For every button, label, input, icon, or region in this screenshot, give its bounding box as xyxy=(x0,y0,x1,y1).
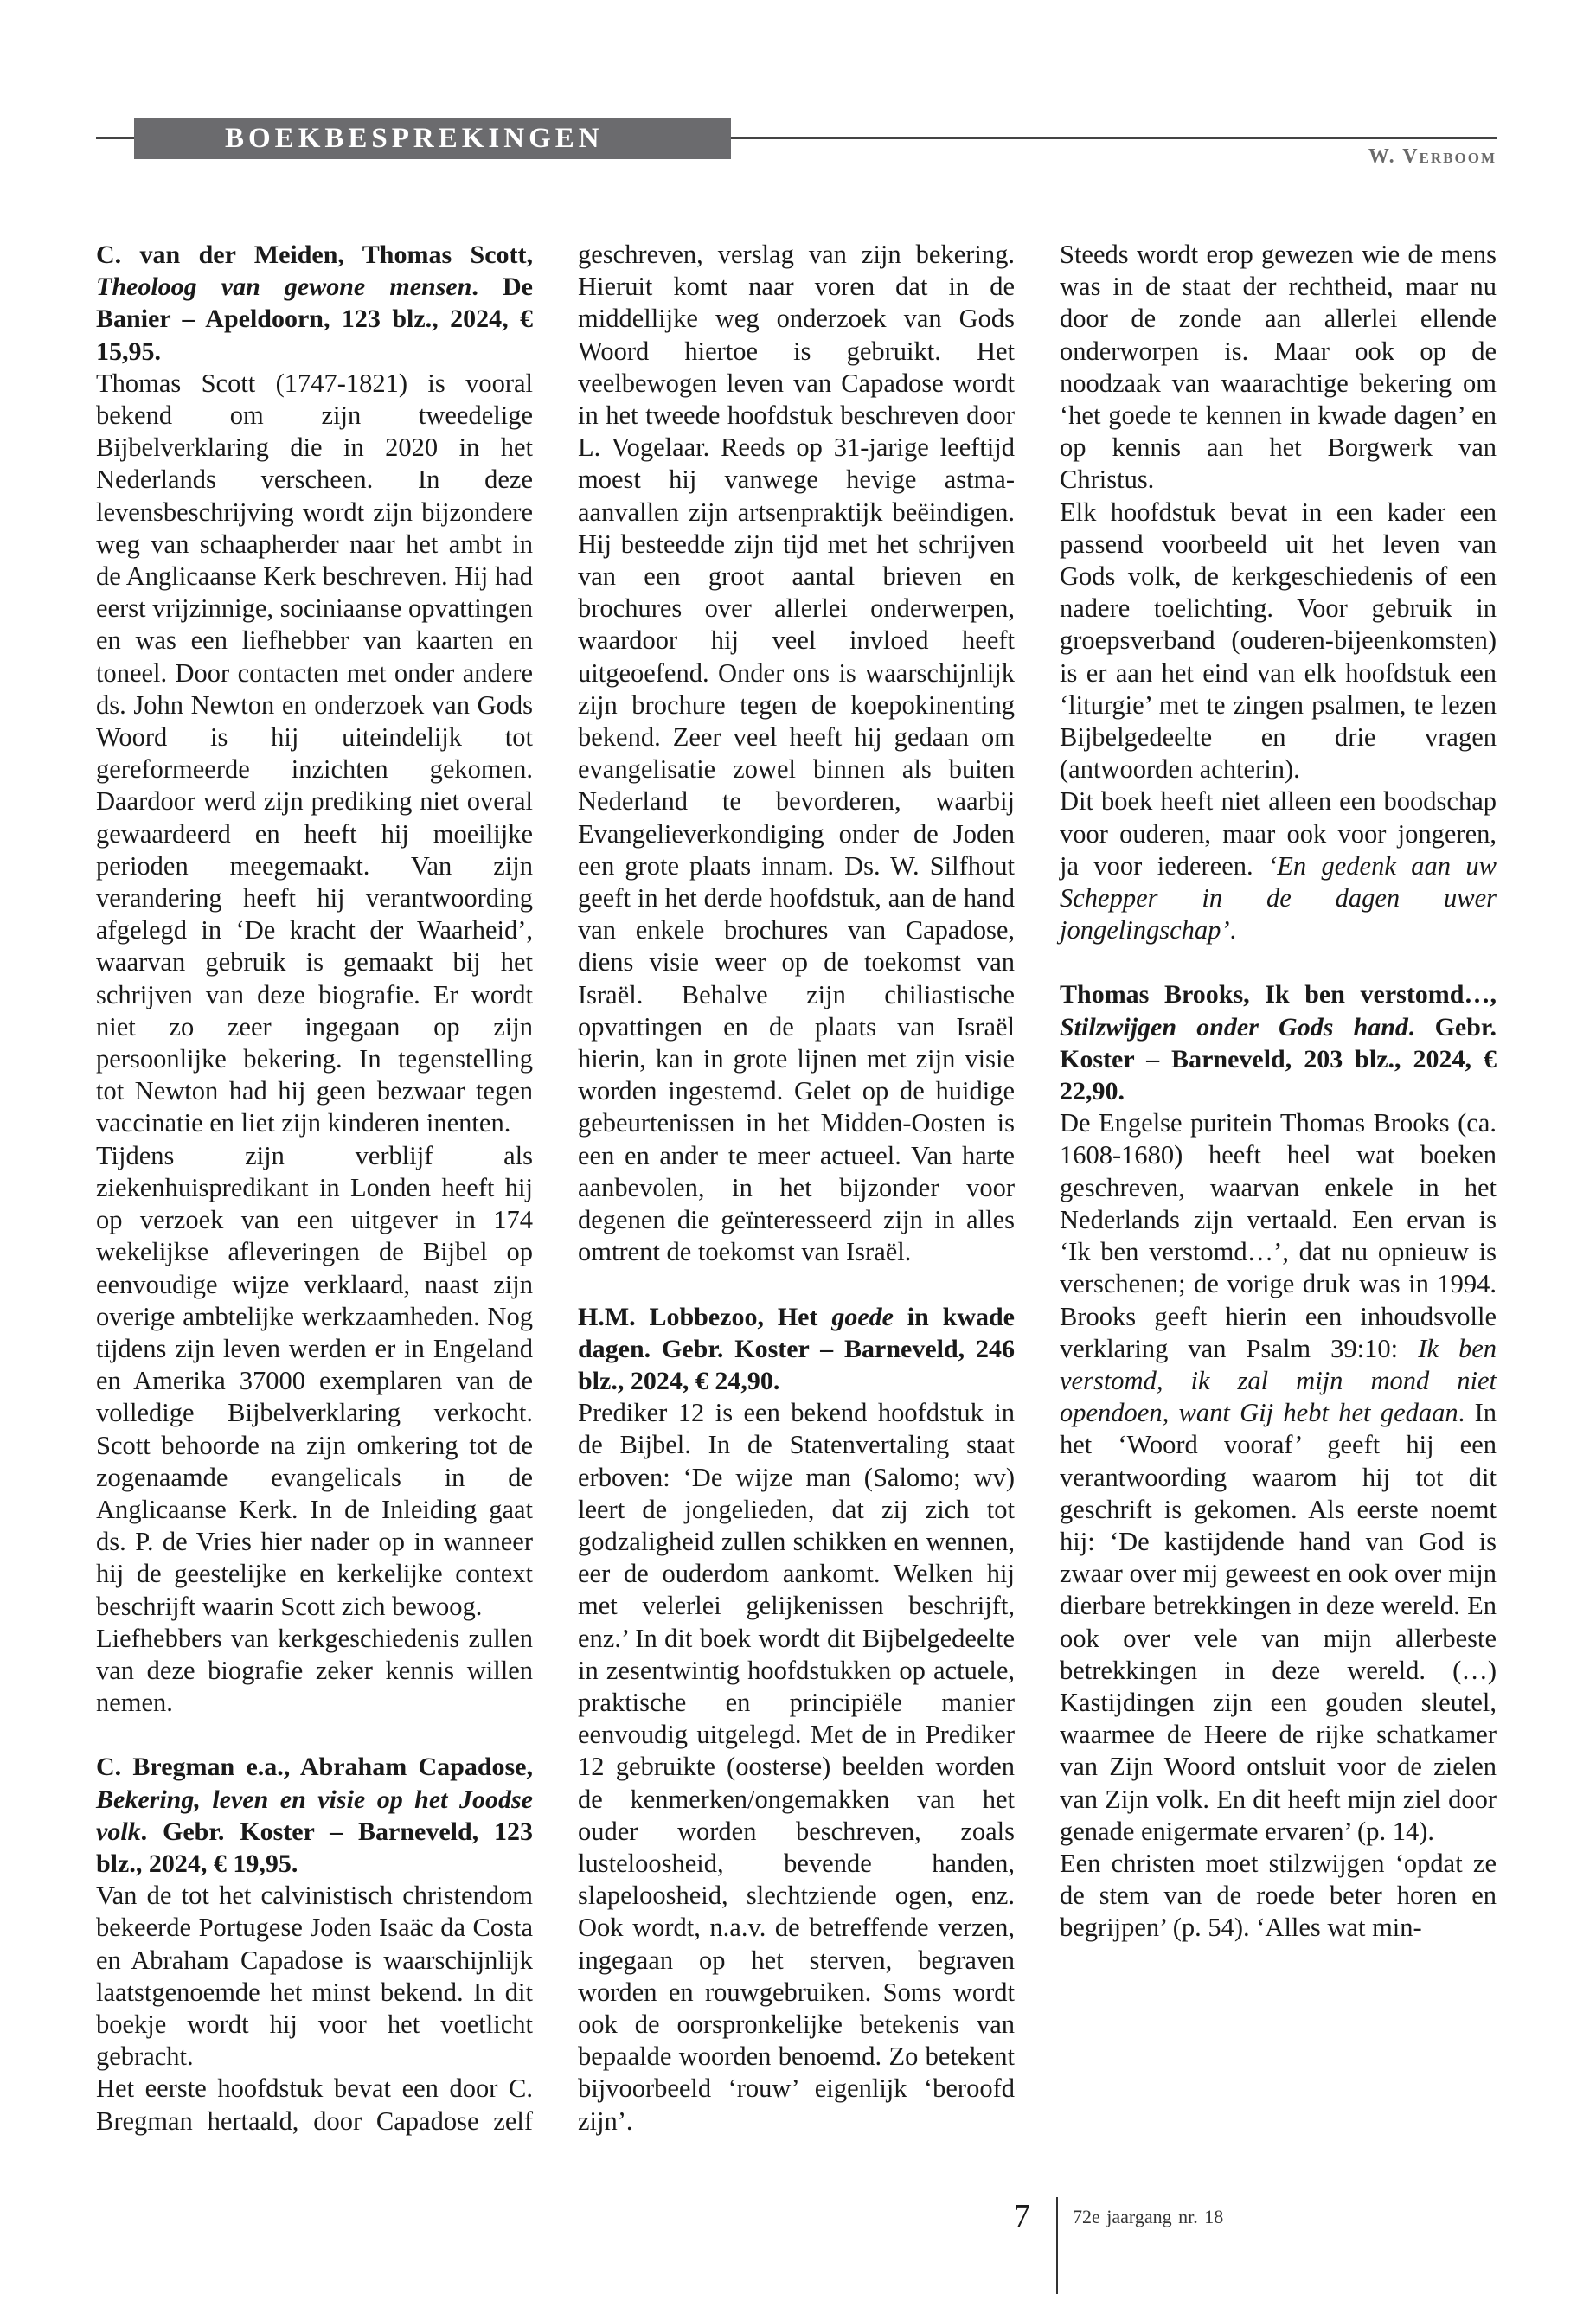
paragraph-text: De Engelse puritein Thomas Brooks (ca. 1608-1680) heeft heel wat boeken geschreven, waarvan enkele in het Nederlands zijn vertaald. Een ervan is ‘Ik ben verstomd…’, dat nu opnieuw is verschenen; de vorige druk was in 1994. Brooks geeft hierin een inhoudsvolle verklaring van Psalm 39:10: xyxy=(1060,1108,1497,1363)
heading-text: . De Banier – Apeldoorn, 123 blz., 2024, € 15,95. xyxy=(96,272,533,366)
paragraph-text: Dit boek heeft niet alleen een boodschap voor ouderen, maar ook voor jongeren, ja voor iedereen. xyxy=(1060,786,1497,881)
review-paragraph: Van de tot het calvinistisch christendom bekeerde Portugese Joden Isaäc da Costa en Abraham Capadose is waarschijnlijk laatstgenoemde het minst bekend. In dit boekje wordt hij voor het voetlicht gebracht. xyxy=(96,1881,533,2072)
review-heading xyxy=(1060,978,1497,1107)
heading-text: H.M. Lobbezoo, Het xyxy=(578,1302,832,1331)
review-paragraph xyxy=(1060,785,1497,946)
heading-text: Thomas Brooks, Ik ben verstomd…, xyxy=(1060,980,1497,1009)
heading-title-italic: Bekering, leven en visie op het Joodse volk xyxy=(96,1785,533,1846)
author-name: W. Verboom xyxy=(1368,145,1497,168)
heading-text: C. van der Meiden, Thomas Scott, xyxy=(96,240,533,269)
review-paragraph: Elk hoofdstuk bevat in een kader een passend voorbeeld uit het leven van Gods volk, de kerkgeschiedenis of een nadere toelichting. Voor gebruik in groepsverband (ouderen-bijeenkomsten) is er aan het eind van elk hoofdstuk een ‘liturgie’ met te zingen psalmen, te lezen Bijbelgedeelte en drie vragen (antwoorden achterin). xyxy=(1060,497,1497,785)
page-number: 7 xyxy=(1014,2198,1030,2234)
quote-italic: Ik ben verstomd, ik zal mijn mond niet opendoen, want Gij hebt het gedaan xyxy=(1060,1333,1497,1428)
paragraph-text: . In het ‘Woord vooraf’ geeft hij een verantwoording waarom hij tot dit geschrift is gekomen. Als eerste noemt hij: ‘De kastijdende hand van God is zwaar over mij geweest en ook over mijn dierbare betrekkingen in deze wereld. En ook over vele van mijn allerbeste betrekkingen in deze wereld. (…) Kastijdingen zijn een gouden sleutel, waarmee de Heere de rijke schatkamer van Zijn Woord ontsluit voor de zielen van Zijn volk. En dit heeft mijn ziel door genade enigermate ervaren’ (p. 14). xyxy=(1060,1398,1497,1846)
issue-label: 72e jaargang nr. 18 xyxy=(1073,2206,1224,2227)
heading-text: . Gebr. Koster – Barneveld, 203 blz., 2024, € 22,90. xyxy=(1060,1012,1497,1106)
heading-title-italic: goede xyxy=(831,1302,894,1331)
footer-divider xyxy=(1056,2197,1058,2294)
heading-title-italic: Stilzwijgen onder Gods hand xyxy=(1060,1012,1408,1042)
paragraph-text: . xyxy=(1229,915,1237,945)
heading-text: C. Bregman e.a., Abraham Capadose, xyxy=(96,1753,533,1782)
quote-italic: ‘En gedenk aan uw Schepper in de dagen uwer jongelingschap’ xyxy=(1060,850,1497,945)
review-paragraph: Liefhebbers van kerkgeschiedenis zullen van deze biografie zeker kennis willen nemen. xyxy=(96,1623,533,1718)
heading-text: in kwade dagen. Gebr. Koster – Barneveld, 246 blz., 2024, € 24,90. xyxy=(578,1302,1015,1395)
heading-title-italic: Theoloog van gewone mensen xyxy=(96,272,472,302)
review-paragraph: Tijdens zijn verblijf als ziekenhuispredikant in Londen heeft hij op verzoek van een uitgever in 174 wekelijkse afleveringen de Bijbel op eenvoudige wijze verklaard, naast zijn overige ambtelijke werkzaamheden. Nog tijdens zijn leven werden er in Engeland en Amerika 37000 exemplaren van de volledige Bijbelverklaring verkocht. Scott behoorde na zijn omkering tot de zogenaamde evangelicals in de Anglicaanse Kerk. In de Inleiding gaat ds. P. de Vries hier nader op in wanneer hij de geestelijke en kerkelijke context beschrijft waarin Scott zich bewoog. xyxy=(96,1140,533,1621)
review-heading xyxy=(578,1301,1015,1398)
review-paragraph: Een christen moet stilzwijgen ‘opdat ze de stem van de roede beter horen en begrijpen’ (p. 54). ‘Alles wat min- xyxy=(1060,1848,1497,1943)
review-heading xyxy=(96,1751,533,1880)
review-paragraph: Prediker 12 is een bekend hoofdstuk in de Bijbel. In de Statenvertaling staat erboven: ‘De wijze man (Salomo; wv) leert de jongelieden, dat zij zich tot godzaligheid zullen schikken en wennen, eer de ouderdom aankomt. Welken hij met velerlei gelijkenissen beschrijft, enz.’ In dit boek wordt dit Bijbelgedeelte in zesentwintig hoofdstukken op actuele, praktische en principiële manier eenvoudig uitgelegd. Met de in Prediker 12 gebruikte (oosterse) beelden worden de kenmerken/ongemakken van het ouder worden beschreven, zoals lusteloosheid, bevende handen, slapeloosheid, slechtziende ogen, enz. Ook wordt, n.a.v. de betreffende verzen, ingegaan op het sterven, begraven worden en rouwgebruiken. Soms wordt ook de oorspronkelijke betekenis van bepaalde woorden benoemd. Zo betekent bijvoorbeeld ‘rouw’ eigenlijk ‘beroofd zijn’. xyxy=(578,1398,1015,2136)
heading-text: . Gebr. Koster – Barneveld, 123 blz., 2024, € 19,95. xyxy=(96,1817,533,1878)
review-heading xyxy=(96,239,533,368)
review-paragraph: Het eerste hoofdstuk bevat een door C. Bregman hertaald, door Capadose zelf geschreven, verslag van zijn bekering. Hieruit komt naar voren dat in de middellijke weg onderzoek van Gods Woord hiertoe is gebruikt. Het veelbewogen leven van Capadose wordt in het tweede hoofdstuk beschreven door L. Vogelaar. Reeds op 31-jarige leeftijd moest hij vanwege hevige astma-aanvallen zijn artsenpraktijk beëindigen. Hij besteedde zijn tijd met het schrijven van een groot aantal brieven en brochures over allerlei onderwerpen, waardoor hij veel invloed heeft uitgeoefend. Onder ons is waarschijnlijk zijn brochure tegen de koepokinenting bekend. Zeer veel heeft hij gedaan om evangelisatie zowel binnen als buiten Nederland te bevorderen, waarbij Evangelieverkondiging onder de Joden een grote plaats innam. Ds. W. Silfhout geeft in het derde hoofdstuk, aan de hand van enkele brochures van Capadose, diens visie weer op de toekomst van Israël. Behalve zijn chiliastische opvattingen en de plaats van Israël hierin, kan in grote lijnen met zijn visie worden ingestemd. Gelet op de huidige gebeurtenissen in het Midden-Oosten is een en ander te meer actueel. Van harte aanbevolen, in het bijzonder voor degenen die geïnteresseerd zijn in alles omtrent de toekomst van Israël. xyxy=(96,240,1015,2136)
review-paragraph: Thomas Scott (1747-1821) is vooral bekend om zijn tweedelige Bijbelverklaring die in 2020 in het Nederlands verscheen. In deze levensbeschrijving wordt zijn bijzondere weg van schaapherder naar het ambt in de Anglicaanse Kerk beschreven. Hij had eerst vrijzinnige, sociniaanse opvattingen en was een liefhebber van kaarten en toneel. Door contacten met onder andere ds. John Newton en onderzoek van Gods Woord is hij uiteindelijk tot gereformeerde inzichten gekomen. Daardoor werd zijn prediking niet overal gewaardeerd en heeft hij moeilijke perioden meegemaakt. Van zijn verandering heeft hij verantwoording afgelegd in ‘De kracht der Waarheid’, waarvan gebruik is gemaakt bij het schrijven van deze biografie. Er wordt niet zo zeer ingegaan op zijn persoonlijke bekering. In tegenstelling tot Newton had hij geen bezwaar tegen vaccinatie en liet zijn kinderen inenten. xyxy=(96,368,533,1138)
review-paragraph: Steeds wordt erop gewezen wie de mens was in de staat der rechtheid, maar nu door de zonde aan allerlei ellende onderworpen is. Maar ook op de noodzaak van waarachtige bekering om ‘het goede te kennen in kwade dagen’ en op kennis aan het Borgwerk van Christus. xyxy=(1060,240,1497,495)
review-paragraph xyxy=(1060,1107,1497,1848)
section-title: BOEKBESPREKINGEN xyxy=(225,122,604,154)
section-banner xyxy=(134,118,731,159)
reviews-article xyxy=(96,239,1497,2142)
